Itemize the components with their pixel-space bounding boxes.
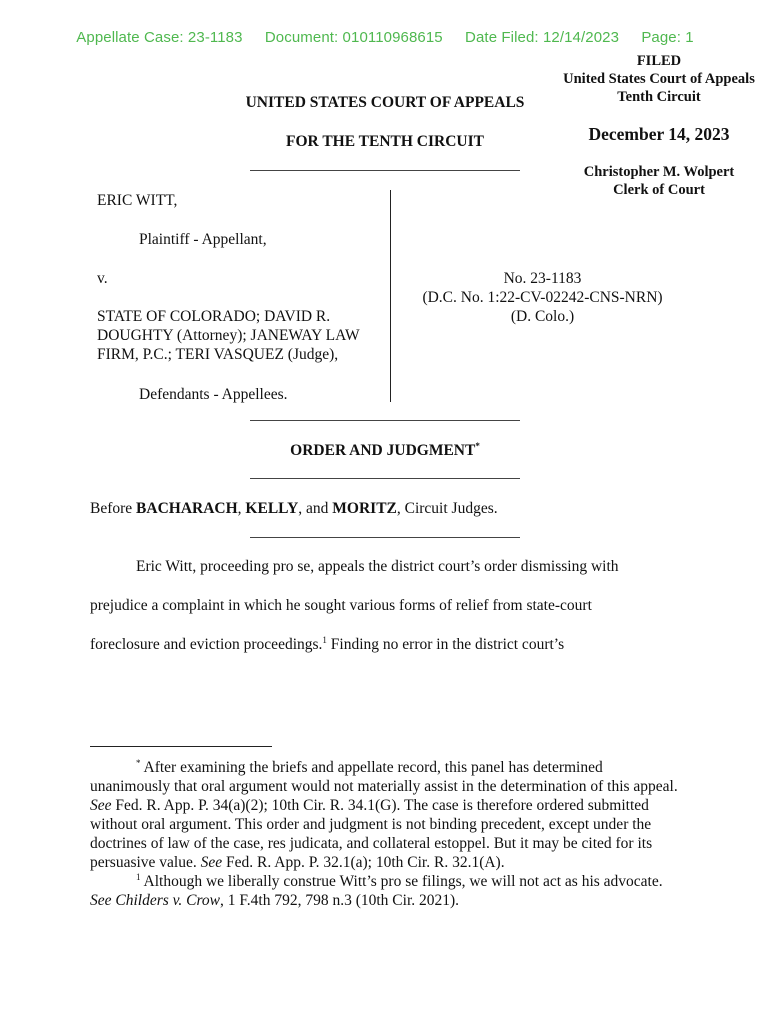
order-title [170,442,600,460]
filed-court: United States Court of Appeals [563,71,755,87]
court-title: UNITED STATES COURT OF APPEALS [245,94,525,111]
district-case-number: (D.C. No. 1:22-CV-02242-CNS-NRN) [422,289,663,306]
footnote-mark: 1 [136,871,141,882]
divider-rule [250,420,520,421]
district-court: (D. Colo.) [510,308,575,325]
filed-circuit: Tenth Circuit [617,89,701,105]
body-line: prejudice a complaint in which he sought various forms of relief from state-court [90,597,592,614]
defendants-role: Defendants - Appellees. [139,386,288,403]
order-title-footnote-mark: * [475,440,480,451]
footnote-citation: See Childers v. Crow [90,892,221,909]
header-document-number: Document: 010110968615 [264,29,443,46]
defendants-names [97,307,389,364]
footnote-text: After examining the briefs and appellate record, this panel has determined unanimously that oral argument would not materially assist in the determination of this appeal. [90,759,678,795]
panel-separator: , and [298,500,329,517]
divider-rule [250,537,520,538]
body-text-segment: foreclosure and eviction proceedings. [90,636,323,653]
case-number: No. 23-1183 [503,270,582,287]
footnote-text: , 1 F.4th 792, 798 n.3 (10th Cir. 2021). [220,892,460,909]
panel-separator: , [237,500,242,517]
defendants-line: FIRM, P.C.; TERI VASQUEZ (Judge), [97,346,339,363]
header-date-filed: Date Filed: 12/14/2023 [465,29,620,46]
defendants-line: DOUGHTY (Attorney); JANEWAY LAW [97,327,360,344]
footnotes [90,758,680,910]
before-prefix: Before [90,500,133,517]
versus-label: v. [97,270,108,287]
footnote-rule [90,746,272,747]
judge-name: MORITZ [332,500,397,517]
case-numbers [400,269,685,326]
divider-rule [250,478,520,479]
body-line: Eric Witt, proceeding pro se, appeals the district court’s order dismissing with [136,558,619,575]
plaintiff-role: Plaintiff - Appellant, [139,231,267,248]
footnote-signal: See [90,797,112,814]
header-case-number: Appellate Case: 23-1183 [76,29,243,46]
panel-line [90,500,498,518]
document-header-stamp [0,29,770,46]
order-title-text: ORDER AND JUDGMENT [290,442,476,459]
clerk-block [548,163,770,199]
clerk-title: Clerk of Court [613,182,705,198]
filed-date: December 14, 2023 [588,124,730,144]
clerk-name: Christopher M. Wolpert [583,164,735,180]
footnote-signal: See [200,854,223,871]
circuit-title: FOR THE TENTH CIRCUIT [286,133,484,150]
header-page-number: Page: 1 [641,29,694,46]
footnote-reference: 1 [322,634,327,645]
footnote-text: Fed. R. App. P. 34(a)(2); 10th Cir. R. 34.1(G). The case is therefore ordered submitted without oral argument. This order and judgment is not binding precedent, except under the doctrines of law of the case, res judicata, and collateral estoppel. But it may be cited for its persuasive value. [90,797,653,871]
footnote-text: Fed. R. App. P. 32.1(a); 10th Cir. R. 32.1(A). [222,854,505,871]
body-line [90,636,564,654]
filed-label: FILED [636,53,682,69]
body-text-segment: Finding no error in the district court’s [326,636,565,653]
footnote-1 [90,872,680,910]
defendants-line: STATE OF COLORADO; DAVID R. [97,308,331,325]
divider-rule [250,170,520,171]
judge-name: BACHARACH [136,500,238,517]
before-suffix: , Circuit Judges. [396,500,498,517]
footnote-star [90,758,680,872]
footnote-mark: * [136,757,141,768]
caption-divider-line [390,190,391,402]
judge-name: KELLY [245,500,299,517]
plaintiff-name: ERIC WITT, [97,192,178,209]
footnote-text: Although we liberally construe Witt’s pro se filings, we will not act as his advocate. [140,873,663,890]
